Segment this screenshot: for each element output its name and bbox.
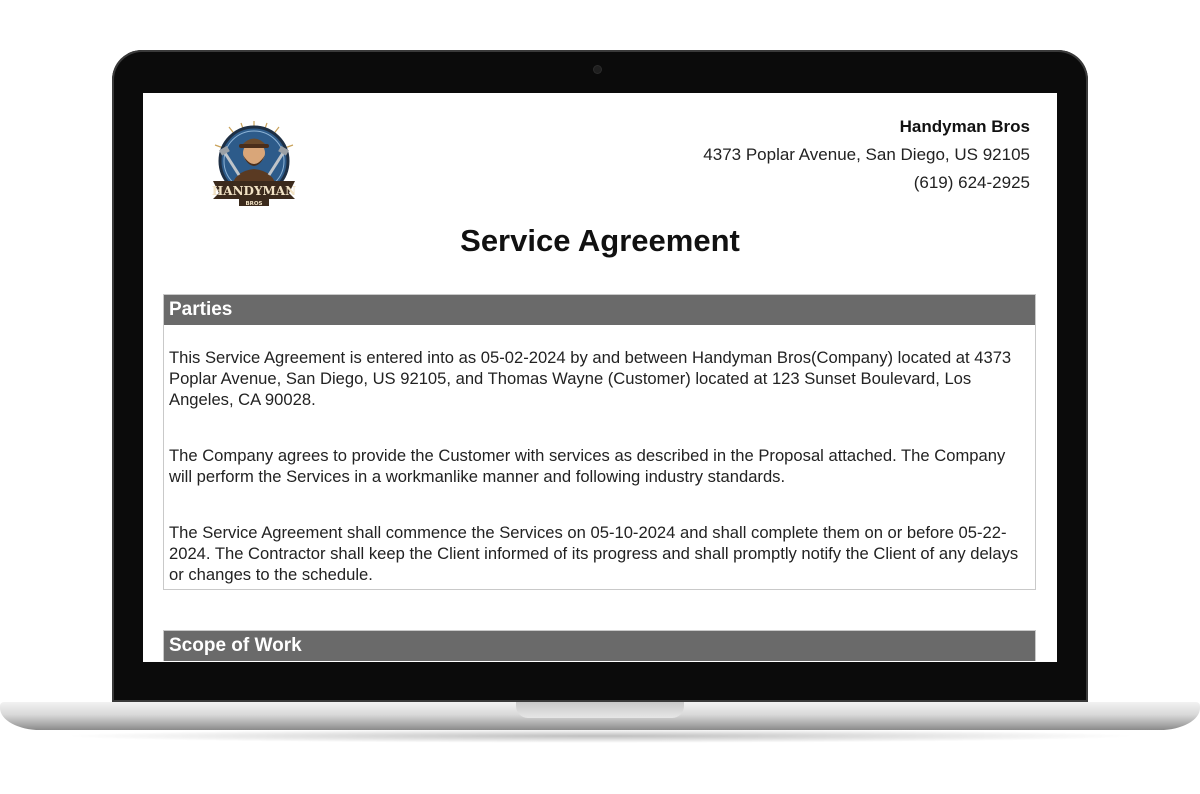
paragraph: The Company agrees to provide the Customer with services as described in the Proposal attached. The Company will perform the Services in a workmanlike manner and following industry standards. (169, 446, 1006, 486)
section-heading: Scope of Work (164, 631, 1035, 661)
section-parties (163, 294, 1036, 590)
laptop-notch (516, 702, 684, 718)
document-screen[interactable] (143, 93, 1057, 662)
company-phone: (619) 624-2925 (913, 173, 1030, 192)
camera-icon (594, 66, 601, 73)
section-scope-of-work (163, 630, 1036, 661)
company-address: 4373 Poplar Avenue, San Diego, US 92105 (703, 145, 1030, 164)
section-heading: Parties (164, 295, 1035, 325)
section-body (164, 325, 1035, 589)
laptop-shadow (60, 729, 1140, 743)
page-title: Service Agreement (460, 223, 740, 258)
paragraph: The Service Agreement shall commence the Services on 05-10-2024 and shall complete them on or before 05-22-2024. The Contractor shall keep the Client informed of its progress and shall promptly notify the Client of any delays or changes to the schedule. (169, 523, 1019, 584)
logo-text: HANDYMAN (211, 184, 297, 198)
company-info (703, 113, 1030, 197)
paragraph: This Service Agreement is entered into as 05-02-2024 by and between Handyman Bros(Company) located at 4373 Poplar Avenue, San Diego, US 92105, and Thomas Wayne (Customer) located at 123 Sunset Boulevard, Los Angeles, CA 90028. (169, 348, 1012, 409)
handyman-logo-icon (209, 119, 299, 207)
company-name: Handyman Bros (899, 117, 1030, 136)
logo-subtext: BROS (245, 201, 263, 207)
